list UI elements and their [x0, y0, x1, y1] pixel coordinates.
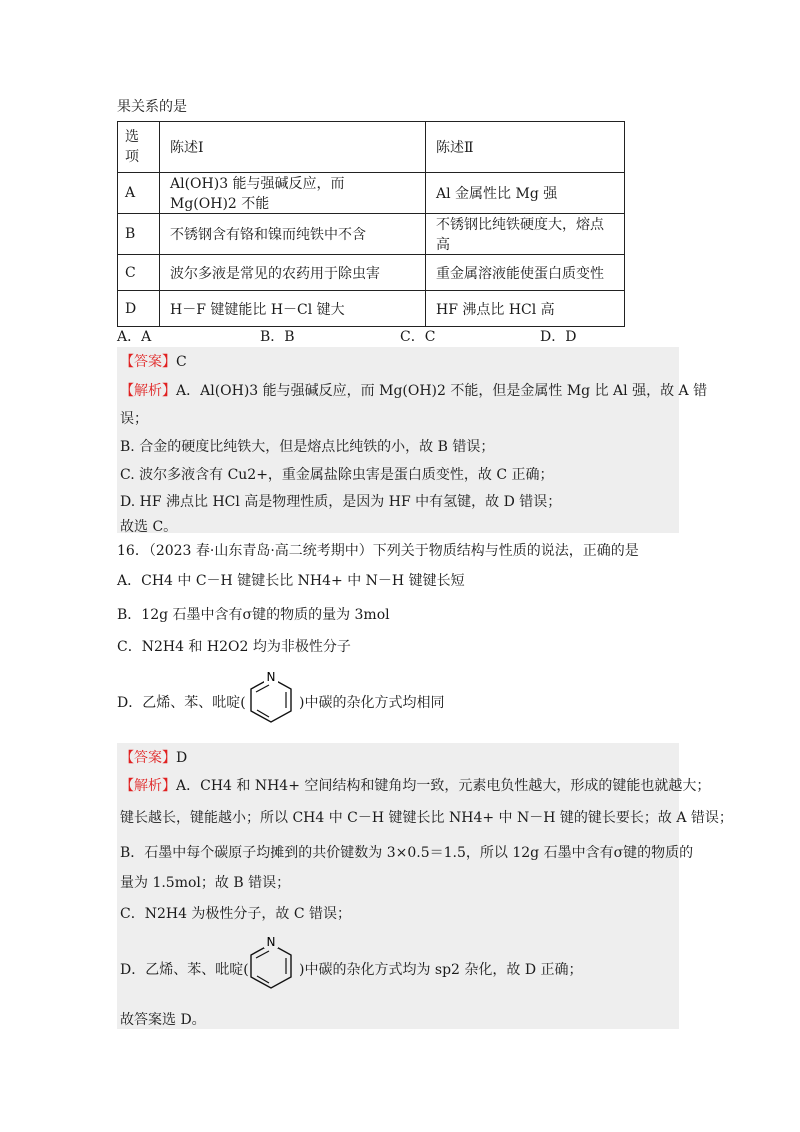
row-label: D [118, 291, 160, 327]
header-statement-1: 陈述Ⅰ [160, 122, 426, 173]
pyridine-structure-icon [245, 930, 297, 1000]
answer-value: D [176, 750, 188, 766]
q15-analysis-line: B. 合金的硬度比纯铁大，但是熔点比纯铁的小，故 B 错误； [120, 439, 495, 455]
header-option: 选 项 [118, 122, 160, 173]
statement-2: 不锈钢比纯铁硬度大，熔点高 [426, 214, 625, 255]
header-statement-2: 陈述Ⅱ [426, 122, 625, 173]
q16-stem: 16．（2023 春·山东青岛·高二统考期中）下列关于物质结构与性质的说法，正确的是 [117, 543, 639, 559]
row-label: C [118, 255, 160, 291]
q16-option-d-prefix: D．乙烯、苯、吡啶( [117, 695, 246, 711]
statement-1: H－F 键键能比 H－Cl 键大 [160, 291, 426, 327]
answer-tag: 【答案】 [120, 354, 176, 370]
table-row [118, 255, 625, 291]
q16-analysis-line: B．石墨中每个碳原子均摊到的共价键数为 3×0.5＝1.5，所以 12g 石墨中含有σ键的物质的 [120, 845, 694, 861]
q16-analysis-line: 故答案选 D。 [120, 1012, 206, 1028]
analysis-tag: 【解析】 [120, 778, 176, 794]
pyridine-structure-icon [245, 668, 297, 730]
analysis-text: A．CH4 和 NH4+ 空间结构和键角均一致，元素电负性越大，形成的键能也就越大； [176, 778, 711, 794]
q15-option-b: B．B [260, 329, 295, 345]
q16-analysis-line [120, 776, 710, 796]
statement-2: 重金属溶液能使蛋白质变性 [426, 255, 625, 291]
q16-option-d-suffix: )中碳的杂化方式均相同 [299, 695, 445, 711]
q16-analysis-line: )中碳的杂化方式均为 sp2 杂化，故 D 正确； [299, 962, 583, 978]
row-label: A [118, 173, 160, 214]
q16-analysis-line: 键长越长，键能越小；所以 CH4 中 C－H 键键长比 NH4+ 中 N－H 键的键长要长；故 A 错误； [120, 810, 733, 826]
statement-2: HF 沸点比 HCl 高 [426, 291, 625, 327]
options-table [117, 121, 625, 327]
pyridine-atom-label: N [266, 670, 276, 684]
q16-option-b: B．12g 石墨中含有σ键的物质的量为 3mol [117, 607, 390, 623]
table-row [118, 214, 625, 255]
q15-option-c: C．C [400, 329, 436, 345]
q16-option-a: A．CH4 中 C－H 键键长比 NH4+ 中 N－H 键键长短 [117, 573, 465, 589]
pyridine-atom-label: N [266, 935, 276, 949]
statement-1: 不锈钢含有铬和镍而纯铁中不含 [160, 214, 426, 255]
intro-text: 果关系的是 [117, 99, 187, 115]
answer-tag: 【答案】 [120, 750, 176, 766]
answer-value: C [176, 354, 187, 370]
q16-option-c: C．N2H4 和 H2O2 均为非极性分子 [117, 639, 351, 655]
q15-option-d: D．D [540, 329, 577, 345]
q15-analysis-line [120, 381, 707, 401]
statement-1: Al(OH)3 能与强碱反应，而 Mg(OH)2 不能 [160, 173, 426, 214]
q15-analysis-line: 故选 C。 [120, 519, 178, 535]
analysis-tag: 【解析】 [120, 383, 176, 399]
analysis-text: A．Al(OH)3 能与强碱反应，而 Mg(OH)2 不能，但是金属性 Mg 比 Al 强，故 A 错 [176, 383, 708, 399]
table-row [118, 173, 625, 214]
q15-answer [120, 352, 187, 372]
table-row [118, 291, 625, 327]
q15-analysis-line: C. 波尔多液含有 Cu2+，重金属盐除虫害是蛋白质变性，故 C 正确； [120, 467, 554, 483]
row-label: B [118, 214, 160, 255]
q16-answer [120, 748, 187, 768]
q15-option-a: A．A [117, 329, 152, 345]
q16-analysis-line: C．N2H4 为极性分子，故 C 错误； [120, 906, 352, 922]
table-header-row [118, 122, 625, 173]
statement-2: Al 金属性比 Mg 强 [426, 173, 625, 214]
q16-analysis-line: D．乙烯、苯、吡啶( [120, 962, 249, 978]
statement-1: 波尔多液是常见的农药用于除虫害 [160, 255, 426, 291]
q16-analysis-line: 量为 1.5mol；故 B 错误； [120, 875, 291, 891]
q15-analysis-line: D. HF 沸点比 HCl 高是物理性质，是因为 HF 中有氢键，故 D 错误； [120, 494, 562, 510]
q15-analysis-line: 误； [120, 411, 148, 427]
